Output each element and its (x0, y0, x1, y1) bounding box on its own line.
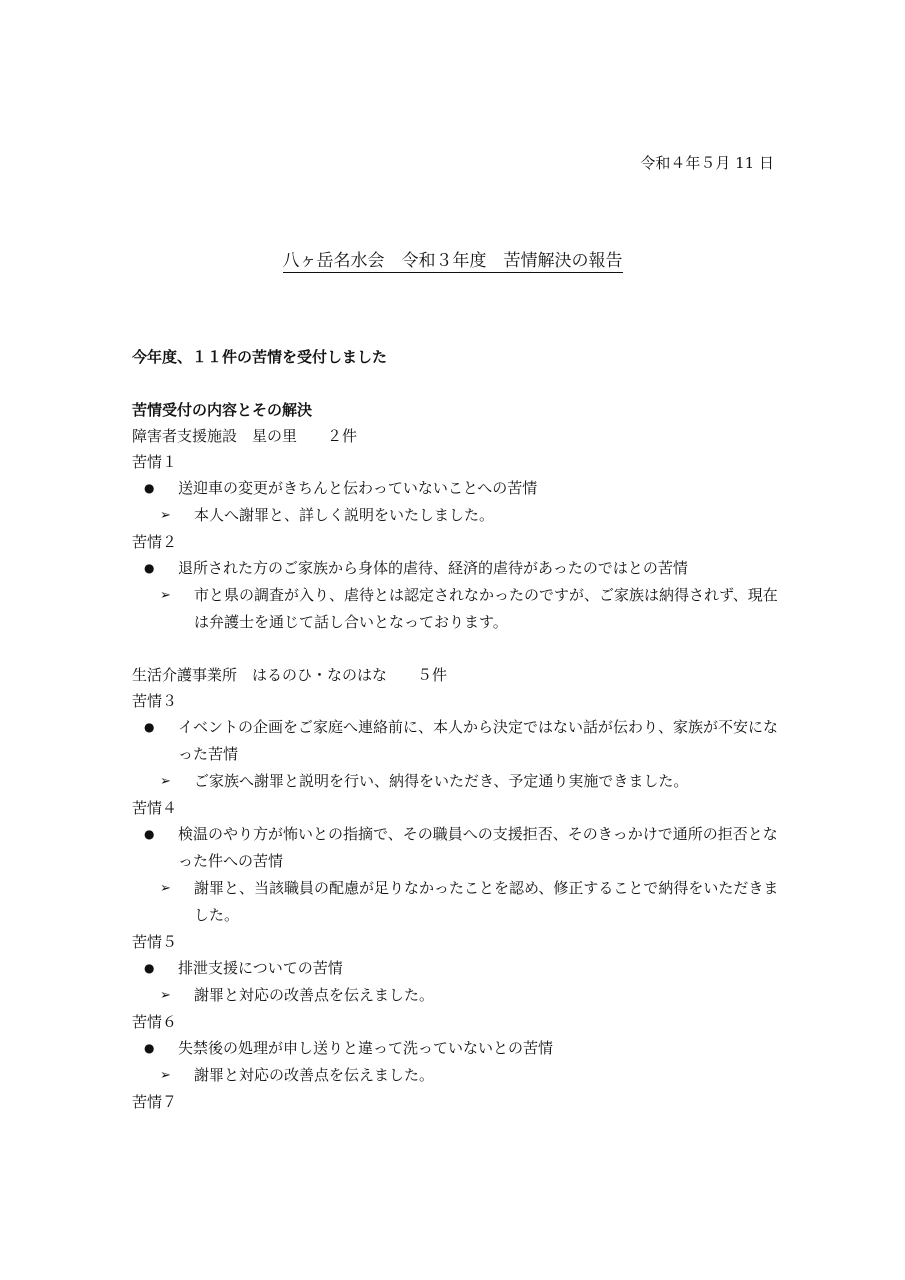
complaint-response (132, 982, 782, 1009)
document-body (132, 344, 782, 1115)
arrow-bullet-icon: ➢ (160, 988, 171, 1003)
complaint-issue (132, 714, 782, 768)
complaint-issue (132, 821, 782, 875)
complaint-response-text: 市と県の調査が入り、虐待とは認定されなかったのですが、ご家族は納得されず、現在は弁護士を通じて話し合いとなっております。 (194, 586, 778, 631)
complaint-response (132, 875, 782, 929)
bullet-icon: ● (144, 481, 155, 495)
complaint-response (132, 502, 782, 529)
complaint-issue-text: 排泄支援についての苦情 (178, 959, 343, 977)
complaint-response-text: 本人へ謝罪と、詳しく説明をいたしました。 (194, 506, 495, 524)
complaint-issue-text: 失禁後の処理が申し送りと違って洗っていないとの苦情 (178, 1039, 554, 1057)
complaint-label: 苦情７ (132, 1093, 178, 1111)
bullet-icon: ● (144, 561, 155, 575)
complaint-response (132, 582, 782, 636)
complaint-response (132, 1062, 782, 1089)
complaint-label: 苦情６ (132, 1013, 178, 1031)
complaint-response (132, 768, 782, 795)
complaint-label: 苦情３ (132, 692, 178, 710)
summary-line: 今年度、１１件の苦情を受付しました (132, 348, 388, 366)
arrow-bullet-icon: ➢ (160, 774, 171, 789)
bullet-icon: ● (144, 1041, 155, 1055)
complaint-issue-text: 検温のやり方が怖いとの指摘で、その職員への支援拒否、そのきっかけで通所の拒否となった件への苦情 (178, 825, 778, 870)
complaint-label: 苦情４ (132, 799, 178, 817)
complaint-label: 苦情２ (132, 533, 178, 551)
complaint-issue (132, 1035, 782, 1062)
facility-heading: 生活介護事業所 はるのひ・なのはな ５件 (132, 666, 448, 684)
complaint-label: 苦情１ (132, 453, 178, 471)
arrow-bullet-icon: ➢ (160, 508, 171, 523)
arrow-bullet-icon: ➢ (160, 1068, 171, 1083)
complaint-response-text: 謝罪と対応の改善点を伝えました。 (194, 1066, 435, 1084)
complaint-issue (132, 555, 782, 582)
complaint-issue (132, 955, 782, 982)
bullet-icon: ● (144, 961, 155, 975)
complaint-response-text: ご家族へ謝罪と説明を行い、納得をいただき、予定通り実施できました。 (194, 772, 689, 790)
facility-heading: 障害者支援施設 星の里 ２件 (132, 427, 358, 445)
complaint-label: 苦情５ (132, 933, 178, 951)
bullet-icon: ● (144, 720, 155, 734)
complaint-issue-text: 送迎車の変更がきちんと伝わっていないことへの苦情 (178, 479, 538, 497)
complaint-response-text: 謝罪と対応の改善点を伝えました。 (194, 986, 435, 1004)
section-heading: 苦情受付の内容とその解決 (132, 401, 313, 419)
arrow-bullet-icon: ➢ (160, 881, 171, 896)
complaint-issue-text: 退所された方のご家族から身体的虐待、経済的虐待があったのではとの苦情 (178, 559, 688, 577)
document-title-text: 八ヶ岳名水会 令和３年度 苦情解決の報告 (282, 251, 623, 271)
complaint-response-text: 謝罪と、当該職員の配慮が足りなかったことを認め、修正することで納得をいただきました。 (194, 879, 779, 924)
complaint-issue-text: イベントの企画をご家庭へ連絡前に、本人から決定ではない話が伝わり、家族が不安になった苦情 (178, 718, 779, 763)
bullet-icon: ● (144, 827, 155, 841)
arrow-bullet-icon: ➢ (160, 588, 171, 603)
document-date: 令和４年５月 11 日 (640, 154, 774, 172)
document-title (0, 249, 905, 273)
complaint-issue (132, 475, 782, 502)
